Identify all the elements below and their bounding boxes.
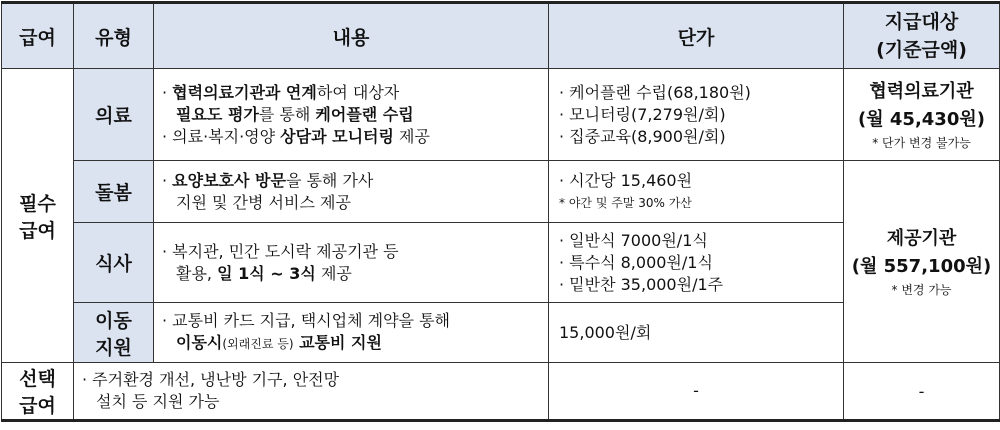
care-price2: * 야간 및 주말 30% 가산: [559, 195, 692, 210]
row-care: [2, 161, 1000, 223]
medical-price2: · 모니터링(7,279원/회): [559, 104, 726, 124]
category-required-l1: 필수: [19, 192, 56, 215]
meal-c2-bold: 일 1식 ~ 3식: [217, 263, 316, 283]
category-optional-l1: 선택: [19, 368, 56, 390]
medical-c3-pre: · 의료·복지·영양: [162, 126, 281, 146]
type-meal: 식사: [74, 223, 154, 303]
target-medical: [844, 69, 1000, 161]
provider-target-note: * 변경 가능: [891, 282, 952, 297]
mobility-type-l1: 이동: [95, 309, 132, 332]
target-provider: [844, 161, 1000, 363]
medical-price3: · 집중교육(8,900원/회): [559, 126, 726, 146]
mobility-c2-bold2: 교통비 지원: [293, 333, 382, 352]
header-content: 내용: [154, 3, 549, 69]
care-c1-post: 을 통해 가사: [285, 170, 374, 190]
medical-c2-mid: 를 통해: [258, 104, 316, 124]
medical-target-note: * 단가 변경 불가능: [872, 135, 971, 150]
content-care: [154, 161, 549, 223]
mobility-c1: · 교통비 카드 지급, 택시업체 계약을 통해: [162, 311, 450, 330]
category-optional: [2, 363, 74, 421]
medical-target-name: 협력의료기관: [869, 80, 974, 102]
content-medical: [154, 69, 549, 161]
header-category: 급여: [2, 3, 74, 69]
medical-c1-pre: ·: [162, 82, 173, 102]
type-mobility: [74, 303, 154, 363]
mobility-c2-bold1: 이동시: [176, 333, 223, 352]
content-mobility: [154, 303, 549, 363]
content-optional: [74, 363, 549, 421]
header-price: 단가: [549, 3, 844, 69]
header-type: 유형: [74, 3, 154, 69]
benefit-table: [1, 1, 1000, 422]
care-c1-pre: ·: [162, 170, 173, 190]
medical-c1-bold: 협력의료기관과 연계: [172, 82, 317, 102]
optional-c1: · 주거환경 개선, 냉난방 기구, 안전망: [82, 370, 340, 389]
header-target-line2: (기준금액): [876, 39, 967, 61]
row-medical: [2, 69, 1000, 161]
medical-c2-bold1: 필요도 평가: [176, 104, 259, 124]
meal-price3: · 밑반찬 35,000원/1주: [559, 274, 724, 294]
price-mobility: 15,000원/회: [549, 303, 844, 363]
row-optional: [2, 363, 1000, 421]
target-optional: -: [844, 363, 1000, 421]
price-meal: [549, 223, 844, 303]
medical-price1: · 케어플랜 수립(68,180원): [559, 82, 751, 102]
care-c2: 지원 및 간병 서비스 제공: [176, 192, 351, 212]
medical-c1-post: 하여 대상자: [316, 82, 400, 102]
meal-c1: · 복지관, 민간 도시락 제공기관 등: [162, 241, 399, 261]
header-row: [2, 3, 1000, 69]
price-care: [549, 161, 844, 223]
provider-target-name: 제공기관: [886, 227, 957, 249]
care-price1: · 시간당 15,460원: [559, 170, 693, 190]
category-required: [2, 69, 74, 363]
optional-c2: 설치 등 지원 가능: [96, 392, 220, 411]
medical-c3-bold: 상담과 모니터링: [280, 126, 394, 146]
category-required-l2: 급여: [19, 219, 56, 242]
medical-c2-bold2: 케어플랜 수립: [315, 104, 414, 124]
header-target-line1: 지급대상: [884, 11, 959, 33]
meal-price2: · 특수식 8,000원/1식: [559, 252, 713, 272]
category-optional-l2: 급여: [19, 395, 56, 417]
medical-c3-post: 제공: [393, 126, 430, 146]
price-optional: -: [549, 363, 844, 421]
content-meal: [154, 223, 549, 303]
price-medical: [549, 69, 844, 161]
meal-price1: · 일반식 7000원/1식: [559, 230, 708, 250]
meal-c2-pre: 활용,: [176, 263, 218, 283]
provider-target-amount: (월 557,100원): [851, 255, 992, 277]
meal-c2-post: 제공: [315, 263, 352, 283]
mobility-c2-small: (외래진료 등): [222, 337, 294, 351]
type-care: 돌봄: [74, 161, 154, 223]
medical-target-amount: (월 45,430원): [858, 108, 985, 130]
header-target: [844, 3, 1000, 69]
mobility-type-l2: 지원: [95, 336, 132, 359]
care-c1-bold: 요양보호사 방문: [172, 170, 286, 190]
type-medical: 의료: [74, 69, 154, 161]
